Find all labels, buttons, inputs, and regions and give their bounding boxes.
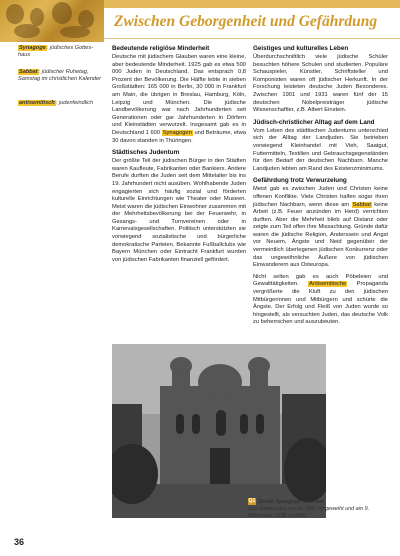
section-heading: Jüdisch-christlicher Alltag auf dem Land	[253, 118, 375, 126]
highlight-term: Sabbat	[352, 201, 371, 208]
synagogue-illustration	[112, 344, 326, 518]
glossary-term: Sabbat	[19, 69, 38, 75]
section-paragraph: Meist gab es zwischen Juden und Christen keine offenen Konflikte. Viele Christen halfen sogar ihren jüdischen Nachbarn, wenn diese am Sabbat keine Arbeit (z.B. Feuer anzünden im Herd) verrichten durften. Aber die Mehrheit blieb auf Distanz oder zeigte zum Teil offen ihre Missachtung. Gründe dafür waren die jüdische Religion, Anderssein und Angst vor Neuem, Ängste und Neid gegenüber der vermeintlich überlegenen jüdischen Konkurrenz oder das ungewöhnliche Äußere von jüdischen Einwanderern aus Osteuropa.	[253, 186, 388, 269]
glossary-term: Synagoge	[19, 45, 46, 51]
section-paragraph: Vom Leben des städtischen Judentums unterschied sich der Alltag der Landjuden. Sie betrieben vorwiegend Kleinhandel mit Vieh, Saatgut, Futtermitteln, Textilien und Gebrauchsgegenständen für den Bedarf der deutschen Nachbarn. Manche Landjuden lebten am Rand des Existenzminimums.	[253, 127, 388, 172]
glossary-definition: : jüdisches Gottes-haus	[18, 45, 94, 58]
highlight-term: Antisemitische	[309, 281, 347, 288]
section-paragraph: Deutsche mit jüdischem Glauben waren eine kleine, aber bedeutende Minderheit. 1925 gab es etwa 500 000 Juden in Deutschland. Das entsprach 0,8 Prozent der Bevölkerung. Die Hälfte lebte in sieben Großstädten: 165 000 in Berlin, 30 000 in Frankfurt am Main, die übrigen in Breslau, Hamburg, Köln, Leipzig und München. Die jüdische Landbevölkerung war nach Jahrhunderten seit Generationen oder gar Jahrhunderten in Dörfern und Kleinstädten verwurzelt. Insgesamt gab es in Deutschland 1 600 Synagogen und Beträume, etwa 30 davon standen in Thüringen.	[112, 54, 247, 144]
header-strip	[104, 0, 400, 8]
glossary-item	[18, 100, 104, 107]
glossary-item	[18, 69, 104, 83]
title-rule	[104, 38, 400, 39]
source-badge: Q1	[248, 498, 256, 504]
text-column-left	[112, 45, 246, 268]
synagogue-photo	[112, 344, 326, 518]
highlight-term: Synagogen	[162, 129, 192, 136]
page-number: 36	[14, 537, 25, 547]
caption-text: Das Gotteshaus wurde 1880 eingeweiht und am 9. November 1938 zerstört.	[248, 505, 370, 519]
page-title: Zwischen Geborgenheit und Gefährdung	[114, 13, 378, 30]
section-heading: Städtisches Judentum	[112, 149, 180, 157]
glossary-term: antisemitisch	[19, 100, 55, 106]
section-heading: Bedeutende religiöse Minderheit	[112, 45, 210, 52]
section-paragraph: Überdurchschnittlich viele jüdische Schüler besuchten höhere Schulen und studierten. Populäre Schauspieler, Künstler, Schriftsteller und Komponisten waren oft jüdischer Herkunft. In der Forschung leisteten deutsche Juden Besonderes. Zwischen 1901 und 1931 waren fünf der 15 deutschen Nobelpreisträger jüdische Wissenschaftler, z.B. Albert Einstein.	[253, 54, 388, 114]
photo-caption	[248, 498, 388, 519]
text-column-right	[253, 45, 388, 331]
glossary-definition: : jüdischer Ruhetag, Samstag im christlichen Kalender	[18, 69, 102, 82]
section-heading: Geistiges und kulturelles Leben	[253, 45, 349, 52]
glossary-item	[18, 45, 104, 59]
section-paragraph: Der größte Teil der jüdischen Bürger in den Städten waren Kaufleute, Fabrikanten oder Bankiers. Andere Berufe durften die Juden seit dem Mittelalter bis ins 19. Jahrhundert nicht ausüben. Wohlhabende Juden engagierten sich häufig sozial und förderten kulturelle Einrichtungen wie Theater oder Museen. Meist waren die jüdischen Einwohner zusammen mit der Mehrheitsbevölkerung bei der Feuerwehr, in Gesangs- und Turnvereinen oder in Karnevalsgesellschaften. Politisch unterstützten sie vorwiegend sozialistische und bürgerliche demokratische Parteien. Bekannte Fußballclubs wie Bayern München oder Eintracht Frankfurt wurden von jüdischen Fabrikanten finanziell gefördert.	[112, 158, 246, 263]
glossary-definition: : judenfeindlich	[55, 100, 94, 106]
caption-title: Große Synagoge in Erfurt	[258, 498, 324, 505]
section-paragraph: Nicht selten gab es auch Pöbeleien und Gewalttätigkeiten. Antisemitische Propaganda vergrößerte die Kluft zu den jüdischen Mitbürgerinnen und Mitbürgern und schürte die Ängste. Der Erfolg und Fleiß von Juden wurde so hingestellt, als versuchten Juden, das deutsche Volk zu beherrschen und auszubeuten.	[253, 273, 388, 326]
section-heading: Gefährdung trotz Verwurzelung	[253, 177, 347, 185]
header-photo	[0, 0, 104, 42]
